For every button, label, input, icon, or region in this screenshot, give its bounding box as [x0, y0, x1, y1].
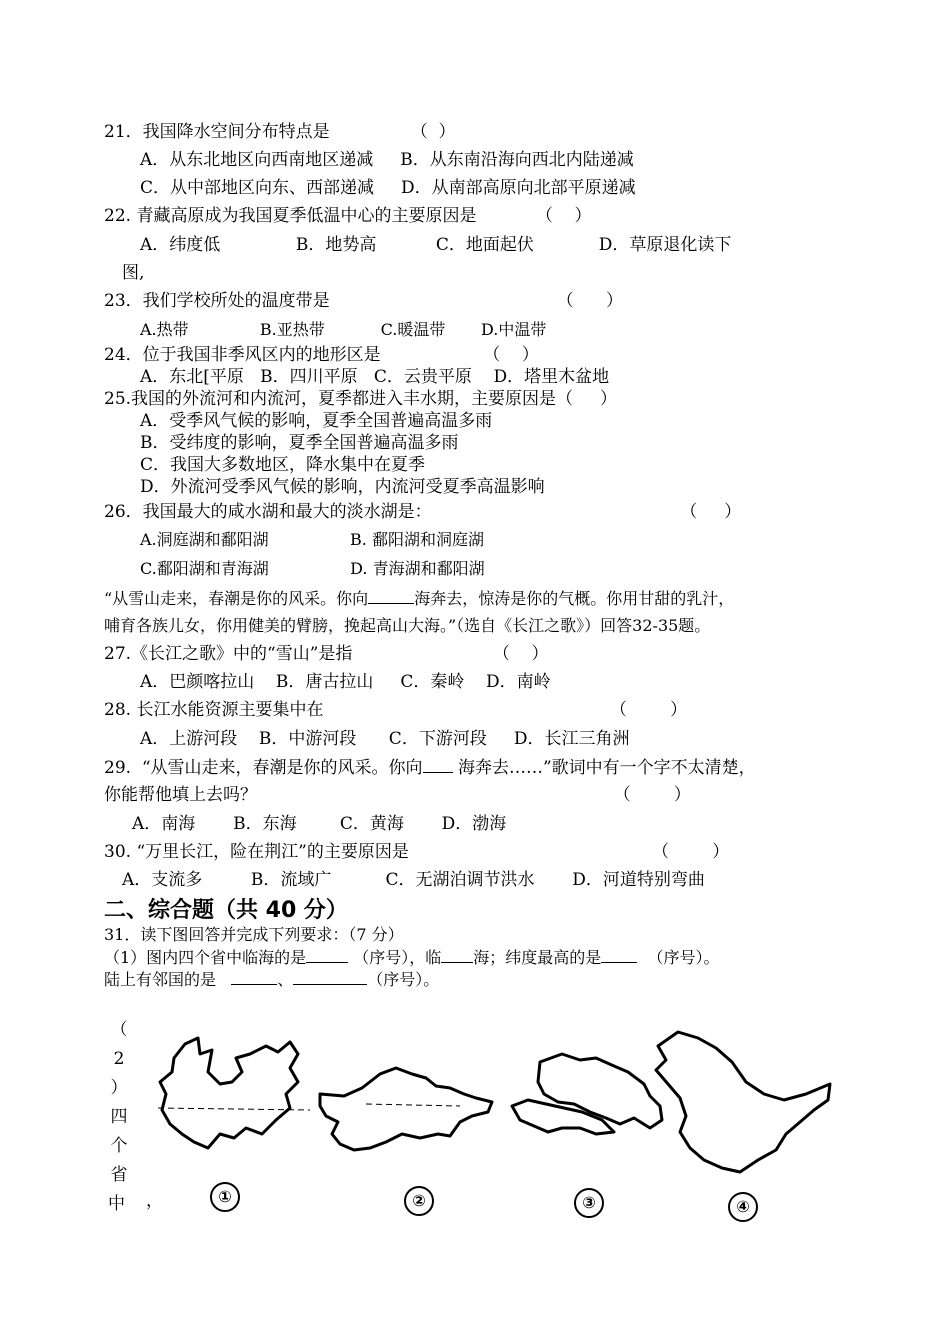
q31-text-e: 陆上有邻国的是 — [104, 970, 217, 989]
q26-options-cd: C.鄱阳湖和青海湖 D. 青海湖和鄱阳湖 — [140, 559, 485, 578]
q29-stem-cont: 你能帮他填上去吗？ （ ） — [104, 785, 691, 805]
vert-char: 个 — [110, 1136, 128, 1156]
q29-blank — [423, 756, 453, 773]
map-label-3: ③ — [574, 1188, 604, 1218]
q21-stem: 21．我国降水空间分布特点是 （ ） — [104, 122, 456, 142]
q31-text-f: 、 — [277, 970, 294, 989]
q31-part1 — [104, 946, 720, 969]
q29-text-a: 29. “从雪山走来，春潮是你的风采。你向 — [104, 758, 423, 778]
q22-options-cont: 图, — [122, 263, 145, 283]
map-label-2: ② — [404, 1186, 434, 1216]
q23-options: A.热带 B.亚热带 C.暖温带 D.中温带 — [140, 320, 547, 339]
province-outline-maps — [150, 1024, 850, 1194]
q30-stem: 30. “万里长江，险在荆江”的主要原因是 （ ） — [104, 842, 730, 862]
q27-stem: 27.《长江之歌》中的“雪山”是指 （ ） — [104, 644, 549, 664]
q31-text-g: （序号）。 — [367, 970, 440, 989]
poem-line-1 — [104, 587, 734, 610]
province-4-outline — [656, 1032, 830, 1172]
q22-stem: 22. 青藏高原成为我国夏季低温中心的主要原因是 （ ） — [104, 206, 592, 226]
province-3-outline — [538, 1054, 662, 1128]
q31-blank-2 — [441, 946, 473, 963]
poem-blank — [368, 587, 414, 604]
q29-stem — [104, 756, 756, 779]
q31-blank-5 — [293, 968, 367, 985]
q25-option-d: D．外流河受季风气候的影响，内流河受夏季高温影响 — [140, 477, 545, 497]
q25-option-c: C．我国大多数地区，降水集中在夏季 — [140, 455, 426, 475]
q24-options: A．东北[平原 B．四川平原 C．云贵平原 D．塔里木盆地 — [140, 367, 610, 387]
vert-char: 四 — [110, 1107, 128, 1127]
province-2-outline — [320, 1068, 492, 1150]
q29-text-b: 海奔去……”歌词中有一个字不太清楚， — [452, 758, 756, 778]
vert-char: （ — [110, 1020, 128, 1040]
q25-option-b: B．受纬度的影响，夏季全国普遍高温多雨 — [140, 433, 459, 453]
q30-options: A．支流多 B．流域广 C．无湖泊调节洪水 D．河道特别弯曲 — [122, 870, 705, 890]
q21-options-ab: A．从东北地区向西南地区递减 B．从东南沿海向西北内陆递减 — [140, 150, 634, 170]
q22-options: A．纬度低 B．地势高 C．地面起伏 D．草原退化读下 — [140, 235, 732, 255]
province-3-inner — [512, 1100, 614, 1134]
poem-text-a: “从雪山走来，春潮是你的风采。你向 — [104, 589, 369, 608]
q29-options: A．南海 B．东海 C．黄海 D．渤海 — [132, 814, 507, 834]
q31-part1-cont — [104, 968, 439, 991]
q31-blank-3 — [601, 946, 637, 963]
q31-text-a: （1）图内四个省中临海的是 — [104, 948, 307, 967]
q24-stem: 24．位于我国非季风区内的地形区是 （ ） — [104, 345, 539, 365]
q25-stem: 25.我国的外流河和内流河，夏季都进入丰水期，主要原因是（ ） — [104, 389, 618, 409]
q31-stem: 31．读下图回答并完成下列要求：（7 分） — [104, 925, 404, 944]
section-2-title: 二、综合题（共 40 分） — [104, 898, 348, 923]
q25-option-a: A．受季风气候的影响，夏季全国普遍高温多雨 — [140, 411, 493, 431]
map-label-1: ① — [210, 1182, 240, 1212]
vert-char: ） — [110, 1078, 128, 1098]
q31-text-b: （序号），临 — [353, 948, 442, 967]
vert-char: 2 — [113, 1049, 125, 1069]
q27-options: A．巴颜喀拉山 B．唐古拉山 C．秦岭 D．南岭 — [140, 672, 551, 692]
q28-stem: 28. 长江水能资源主要集中在 （ ） — [104, 700, 688, 720]
q31-text-c: 海；纬度最高的是 — [473, 948, 602, 967]
vert-comma: ， — [146, 1191, 163, 1211]
q23-stem: 23．我们学校所处的温度带是 （ ） — [104, 291, 624, 311]
q26-options-ab: A.洞庭湖和鄱阳湖 B. 鄱阳湖和洞庭湖 — [140, 530, 484, 549]
province-2-dashed-line — [366, 1104, 460, 1106]
map-label-4: ④ — [728, 1192, 758, 1222]
q31-blank-4 — [231, 968, 277, 985]
province-1-outline — [160, 1038, 298, 1148]
vert-char: 省 — [110, 1165, 128, 1185]
poem-line-2: 哺育各族儿女，你用健美的臂膀，挽起高山大海。”（选自《长江之歌》）回答32-35题。 — [104, 616, 711, 635]
q28-options: A．上游河段 B．中游河段 C．下游河段 D．长江三角洲 — [140, 729, 630, 749]
q21-options-cd: C．从中部地区向东、西部递减 D．从南部高原向北部平原递减 — [140, 178, 636, 198]
q26-stem: 26．我国最大的咸水湖和最大的淡水湖是： （ ） — [104, 502, 742, 522]
q31-text-d: （序号）。 — [647, 948, 720, 967]
q31-blank-1 — [306, 946, 348, 963]
q31-part2-vertical-text — [108, 1016, 130, 1219]
vert-char: 中 — [108, 1194, 125, 1214]
poem-text-b: 海奔去，惊涛是你的气概。你用甘甜的乳汁， — [414, 589, 735, 608]
